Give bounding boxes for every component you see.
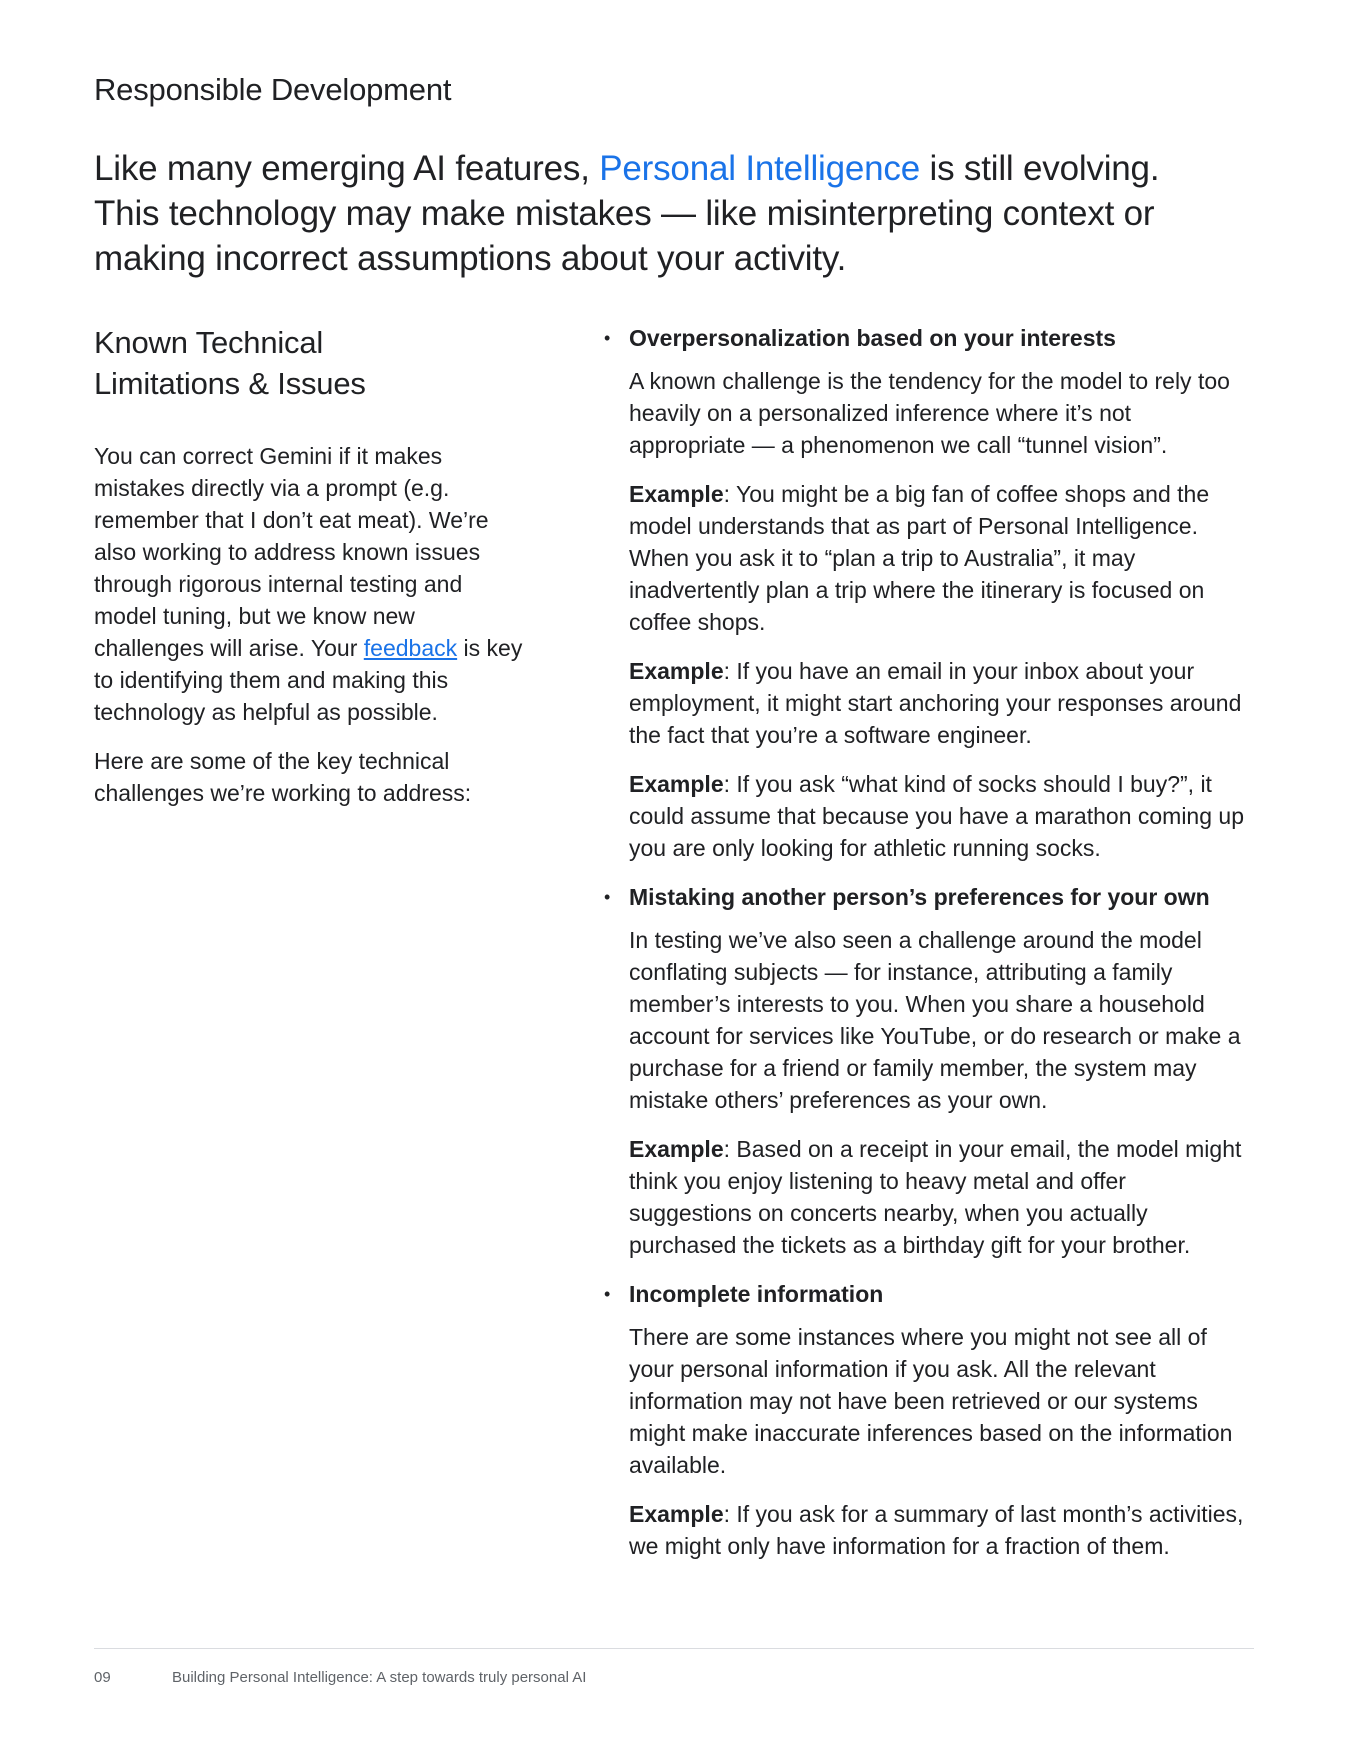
intro-paragraph: [94, 440, 524, 728]
example-text: : If you ask “what kind of socks should I buy?”, it could assume that because you have a marathon coming up you are only looking for athletic running socks.: [629, 771, 1244, 861]
example-text: : If you ask for a summary of last month’s activities, we might only have information for a fraction of them.: [629, 1501, 1244, 1559]
challenge-title: Incomplete information: [629, 1281, 884, 1307]
challenge-example: [629, 768, 1244, 864]
footer-doc-title: Building Personal Intelligence: A step towards truly personal AI: [172, 1669, 587, 1686]
footer-divider: [94, 1648, 1254, 1649]
challenge-example: [629, 1498, 1244, 1562]
lead-suffix: is still evolving. This technology may make mistakes — like misinterpreting context or making incorrect assumptions about your activity.: [94, 149, 1160, 278]
challenge-example: [629, 478, 1244, 638]
challenges-list: [604, 322, 1244, 1579]
limitations-heading-line1: Known Technical: [94, 325, 324, 360]
challenge-item-mistaking-preferences: [604, 881, 1244, 1261]
challenge-example: [629, 1133, 1244, 1261]
challenge-example: [629, 655, 1244, 751]
example-text: : You might be a big fan of coffee shops and the model understands that as part of Personal Intelligence. When you ask it to “plan a trip to Australia”, it may inadvertently plan a trip where the itinerary is focused on coffee shops.: [629, 481, 1210, 635]
challenge-body: There are some instances where you might not see all of your personal information if you ask. All the relevant information may not have been retrieved or our systems might make inaccurate inferences based on the information available.: [629, 1324, 1233, 1478]
example-label: Example: [629, 1136, 724, 1162]
limitations-heading: [94, 322, 524, 404]
limitations-heading-line2: Limitations & Issues: [94, 366, 366, 401]
example-label: Example: [629, 658, 724, 684]
challenge-title: Mistaking another person’s preferences for your own: [629, 884, 1210, 910]
bullet-icon: •: [604, 328, 611, 348]
challenge-body: A known challenge is the tendency for the model to rely too heavily on a personalized inference where it’s not appropriate — a phenomenon we call “tunnel vision”.: [629, 368, 1230, 458]
feedback-link[interactable]: feedback: [363, 635, 458, 661]
example-label: Example: [629, 771, 724, 797]
intro-text-before-link: You can correct Gemini if it makes mistakes directly via a prompt (e.g. remember that I don’t eat meat). We’re also working to address known issues through rigorous internal testing and model tuning, but we know new challenges will arise. Your: [94, 443, 489, 661]
lead-statement: [94, 146, 1194, 281]
challenge-body: In testing we’ve also seen a challenge around the model conflating subjects — for instance, attributing a family member’s interests to you. When you share a household account for services like YouTube, or do research or make a purchase for a friend or family member, the system may mistake others’ preferences as your own.: [629, 927, 1241, 1113]
challenge-item-overpersonalization: [604, 322, 1244, 864]
lead-prefix: Like many emerging AI features,: [94, 149, 600, 188]
section-title: Responsible Development: [94, 72, 452, 107]
left-column: [94, 322, 524, 826]
example-label: Example: [629, 1501, 724, 1527]
challenges-intro-paragraph: Here are some of the key technical challenges we’re working to address:: [94, 748, 472, 806]
example-label: Example: [629, 481, 724, 507]
bullet-icon: •: [604, 1284, 611, 1304]
challenge-title: Overpersonalization based on your interests: [629, 325, 1116, 351]
lead-highlight: Personal Intelligence: [599, 149, 920, 188]
example-text: : If you have an email in your inbox about your employment, it might start anchoring your responses around the fact that you’re a software engineer.: [629, 658, 1242, 748]
page-number: 09: [94, 1669, 111, 1686]
intro-text-after-link: is key to identifying them and making this technology as helpful as possible.: [94, 635, 523, 725]
bullet-icon: •: [604, 887, 611, 907]
challenge-item-incomplete-information: [604, 1278, 1244, 1562]
example-text: : Based on a receipt in your email, the model might think you enjoy listening to heavy metal and offer suggestions on concerts nearby, when you actually purchased the tickets as a birthday gift for your brother.: [629, 1136, 1242, 1258]
